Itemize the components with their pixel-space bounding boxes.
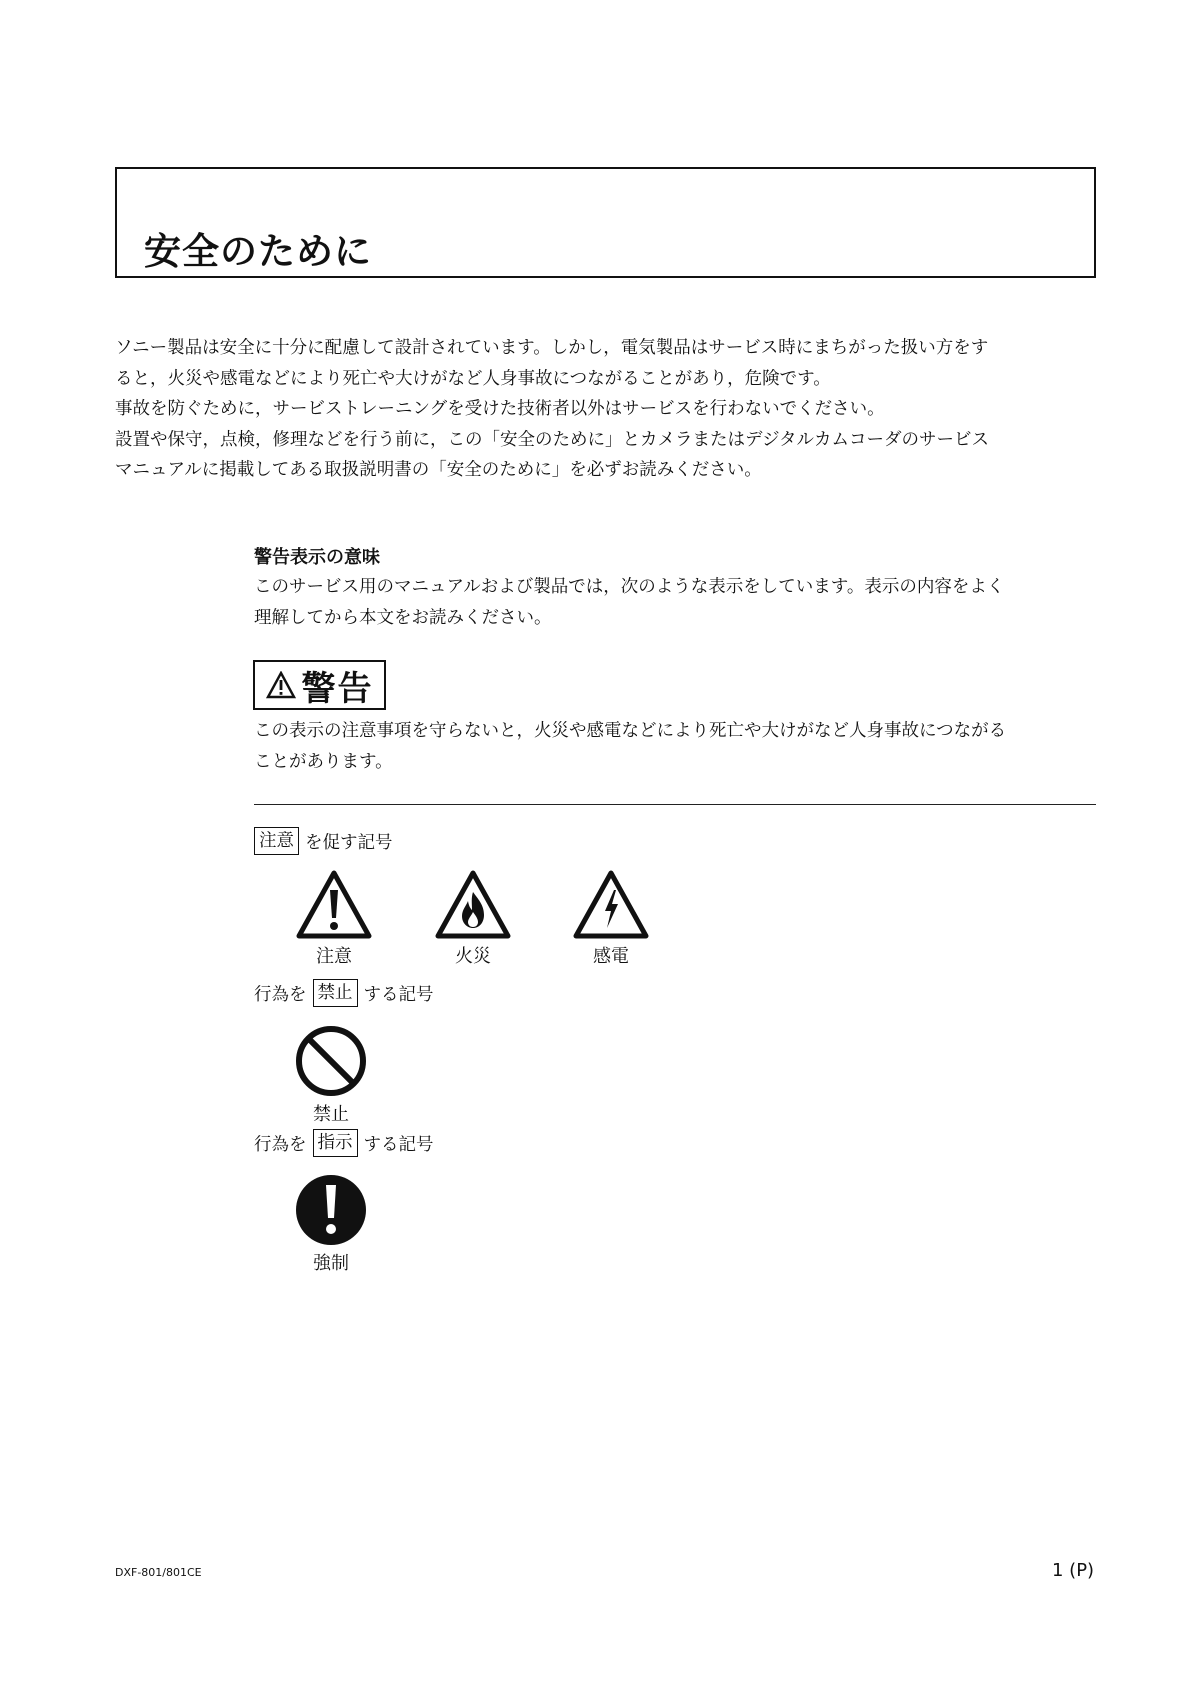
instruct-boxed-label: 指示 <box>313 1129 358 1157</box>
mandatory-action-icon <box>294 1173 368 1247</box>
intro-text <box>115 333 1105 486</box>
caution-category-line <box>254 827 393 855</box>
caution-boxed-label: 注意 <box>254 827 299 855</box>
meaning-line: 理解してから本文をお読みください。 <box>254 608 552 628</box>
footer-model-number: DXF-801/801CE <box>115 1566 202 1579</box>
prohibit-category-line <box>254 979 434 1007</box>
section-divider <box>254 804 1096 805</box>
intro-line: ソニー製品は安全に十分に配慮して設計されています。しかし，電気製品はサービス時にまちがった扱い方をす <box>115 338 989 358</box>
warning-body <box>254 716 1104 778</box>
prohibit-category-prefix: 行為を <box>254 984 307 1005</box>
warning-label-box <box>253 660 386 710</box>
prohibition-symbol <box>294 1024 368 1126</box>
warning-triangle-icon <box>266 671 296 699</box>
caution-caption: 注意 <box>316 946 352 967</box>
caution-triangle-icon <box>295 868 373 940</box>
meaning-body <box>254 572 1104 634</box>
fire-triangle-icon <box>434 868 512 940</box>
prohibition-icon <box>294 1024 368 1098</box>
prohibition-caption: 禁止 <box>313 1104 349 1125</box>
warning-line: ことがあります。 <box>254 752 393 772</box>
meaning-line: このサービス用のマニュアルおよび製品では，次のような表示をしています。表示の内容をよく <box>254 577 1005 597</box>
mandatory-symbol <box>294 1173 368 1275</box>
footer-page-number: 1 (P) <box>1052 1560 1095 1581</box>
fire-symbol <box>434 868 512 968</box>
instruct-category-line <box>254 1129 434 1157</box>
instruct-category-prefix: 行為を <box>254 1134 307 1155</box>
title-box <box>115 167 1096 278</box>
caution-category-suffix: を促す記号 <box>305 832 393 853</box>
prohibit-boxed-label: 禁止 <box>313 979 358 1007</box>
mandatory-caption: 強制 <box>313 1253 349 1274</box>
intro-line: 事故を防ぐために，サービストレーニングを受けた技術者以外はサービスを行わないでください。 <box>115 399 885 419</box>
instruct-category-suffix: する記号 <box>363 1134 434 1155</box>
prohibit-category-suffix: する記号 <box>363 984 434 1005</box>
electric-shock-symbol <box>572 868 650 968</box>
meaning-heading: 警告表示の意味 <box>254 547 380 568</box>
caution-symbol <box>295 868 373 968</box>
electric-shock-triangle-icon <box>572 868 650 940</box>
intro-line: マニュアルに掲載してある取扱説明書の「安全のために」を必ずお読みください。 <box>115 460 762 480</box>
page-title: 安全のために <box>144 230 372 273</box>
intro-line: 設置や保守，点検，修理などを行う前に，この「安全のために」とカメラまたはデジタルカムコーダのサービス <box>115 429 989 450</box>
fire-caption: 火災 <box>455 946 491 967</box>
warning-label: 警告 <box>301 668 374 709</box>
intro-line: ると，火災や感電などにより死亡や大けがなど人身事故につながることがあり，危険です。 <box>115 368 831 389</box>
electric-shock-caption: 感電 <box>593 946 629 967</box>
warning-line: この表示の注意事項を守らないと，火災や感電などにより死亡や大けがなど人身事故につながる <box>254 721 1007 741</box>
